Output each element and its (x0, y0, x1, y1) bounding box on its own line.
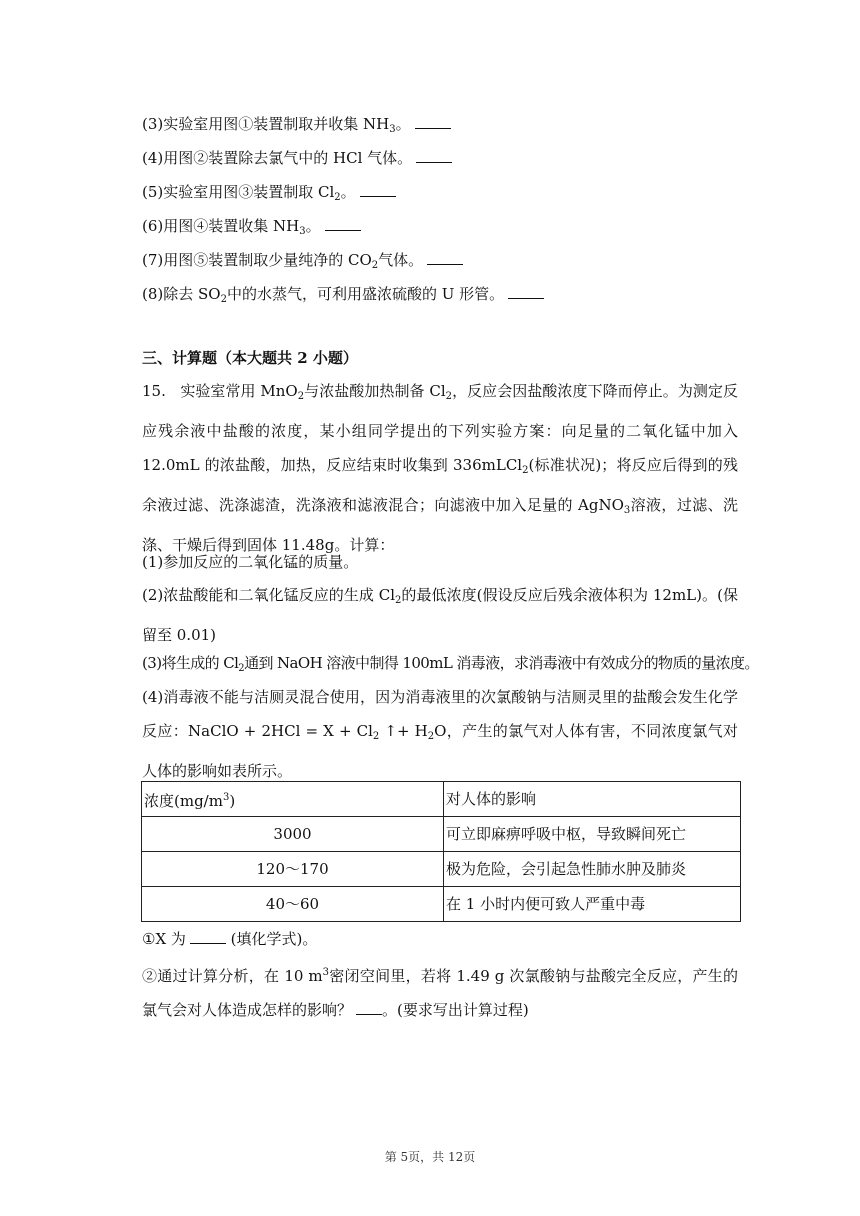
table-cell-effect: 可立即麻痹呼吸中枢，导致瞬间死亡 (444, 817, 741, 852)
question-item-3: (3)实验室用图①装置制取并收集 $NH_3$。 (142, 114, 451, 140)
sub-question-4: (4)消毒液不能与洁厕灵混合使用，因为消毒液里的次氯酸钠与洁厕灵里的盐酸会发生化学反应：NaClO + $2HCl = X + Cl_2$ ↑+ $H_2O$，产生的氯气对人体有害，不同浓度氯气对人体的影响如表所示。 (142, 688, 738, 780)
answer-blank[interactable] (415, 114, 451, 129)
table-row (142, 817, 741, 852)
answer-blank[interactable] (356, 1000, 382, 1015)
answer-blank[interactable] (508, 284, 544, 299)
table-row (142, 887, 741, 922)
table-cell-concentration: 3000 (142, 817, 444, 852)
table-cell-effect: 在 1 小时内便可致人严重中毒 (444, 887, 741, 922)
question-item-7: (7)用图⑤装置制取少量纯净的 $CO_2$气体。 (142, 250, 463, 276)
problem-number: 15. (142, 382, 166, 400)
question-item-5: (5)实验室用图③装置制取 $Cl_2$。 (142, 182, 396, 208)
table-header-row (142, 782, 741, 817)
answer-blank[interactable] (190, 929, 226, 944)
table-cell-effect: 极为危险，会引起急性肺水肿及肺炎 (444, 852, 741, 887)
page-footer: 第 5页，共 12页 (384, 1150, 476, 1164)
answer-blank[interactable] (325, 216, 361, 231)
answer-blank[interactable] (416, 148, 452, 163)
answer-blank[interactable] (427, 250, 463, 265)
table-cell-concentration: 40～60 (142, 887, 444, 922)
problem-15-text: 15. 实验室常用 MnO$_2$与浓盐酸加热制备 $Cl_2$，反应会因盐酸浓度下降而停止。为测定反应残余液中盐酸的浓度，某小组同学提出的下列实验方案：向足量的二氧化锰中加入 12.0mL 的浓盐酸，加热，反应结束时收集到 336mLCl$_2$(标准状况)；将反应后得到的残余液过滤、洗涤滤渣，洗涤液和滤液混合；向滤液中加入足量的 AgNO$_3$溶液，过滤、洗涤、干燥后得到固体 11.48g。计算： (142, 382, 738, 554)
question-item-4: (4)用图②装置除去氯气中的 HCl 气体。 (142, 148, 452, 168)
question-item-6: (6)用图④装置收集 $NH_3$。 (142, 216, 361, 242)
sub-question-1: (1)参加反应的二氧化锰的质量。 (142, 553, 359, 571)
question-b: ②通过计算分析，在 10 $m^3$密闭空间里，若将 1.49 g 次氯酸钠与盐酸完全反应，产生的氯气会对人体造成怎样的影响？ 。(要求写出计算过程) (142, 967, 738, 1019)
table-header-effect: 对人体的影响 (444, 782, 741, 817)
question-item-8: (8)除去 $SO_2$中的水蒸气，可利用盛浓硫酸的 U 形管。 (142, 284, 544, 310)
section-title: 三、计算题（本大题共 2 小题） (142, 349, 358, 367)
table-row (142, 852, 741, 887)
sub-question-3: (3)将生成的 $Cl_2$通到 NaOH 溶液中制得 100mL 消毒液，求消毒液中有效成分的物质的量浓度。 (142, 654, 759, 674)
table-header-concentration: 浓度$(mg/m^3)$ (142, 782, 444, 817)
sub-question-2: (2)浓盐酸能和二氧化锰反应的生成 $Cl_2$的最低浓度(假设反应后残余液体积为 12mL)。(保留至 0.01) (142, 586, 738, 644)
chlorine-effect-table (141, 781, 741, 922)
question-a: ①X 为 (填化学式)。 (142, 930, 318, 948)
table-cell-concentration: 120～170 (142, 852, 444, 887)
answer-blank[interactable] (360, 182, 396, 197)
